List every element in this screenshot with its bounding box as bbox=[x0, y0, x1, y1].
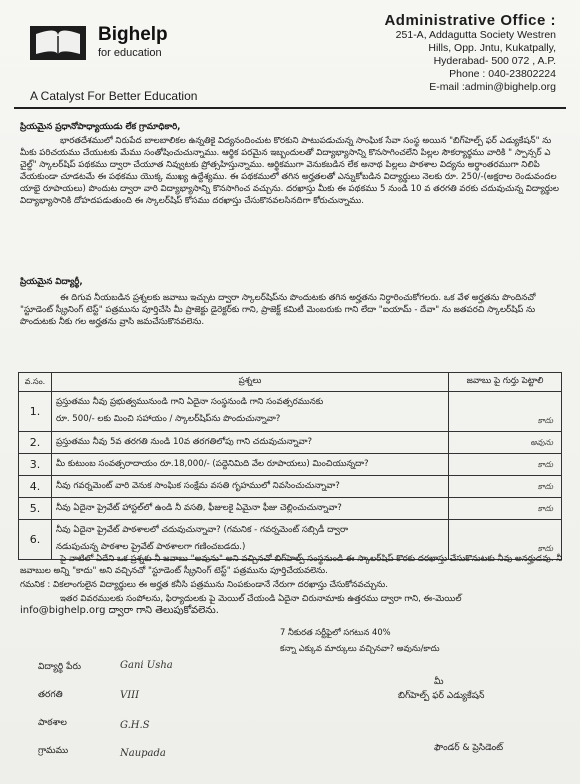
office-line: Phone : 040-23802224 bbox=[449, 68, 556, 80]
sign-org: బిగ్‌హెల్ప్ ఫర్ ఎడ్యుకేషన్ bbox=[398, 691, 485, 701]
answer-cell bbox=[449, 432, 562, 454]
brand-name: Bighelp bbox=[98, 24, 168, 45]
contact-email-line bbox=[20, 605, 566, 617]
sign-title: ఫౌండర్ & ప్రెసిడెంట్ bbox=[434, 743, 504, 753]
eligibility-table bbox=[18, 372, 562, 560]
table-row bbox=[19, 392, 562, 432]
contact-paragraph: ఇతర వివరములకు సంపోలను, ఫిర్యాదులకు పై మెయిల్ చేయండి ఏదైనా చిరునామాకు ఉత్తరము ద్వారా గాని, ఈ-మెయిల్ bbox=[60, 594, 462, 604]
brand-sub: for education bbox=[98, 47, 162, 59]
office-address bbox=[384, 14, 556, 94]
answer-mark: కాదు bbox=[537, 544, 553, 553]
question-text: నీవు ఏదైనా ప్రైవేట్ హాస్టల్‌లో ఉండి నీ వసతి, ఫీజులకై ఏమైనా ఫీజు చెల్లించుచున్నావా? bbox=[52, 498, 449, 520]
eligibility-paragraph: పై వాటిలో ఏదేని ఒక ప్రశ్నకు నీ జవాబు "అవును" అని వచ్చినచో బిగ్‌హెల్ప్ సంస్థనుండి ఈ స్కాలర్‌షిప్ కొరకు దరఖాస్తు చేసుకొనుటకు నీవు అనర్హుడవు. నీ జవాబుల అన్ని "కాదు" అని వచ్చినచో "స్టూడెంట్ స్క్రీనింగ్ టెస్ట్" పత్రమును పూర్తిచేయవలెను. bbox=[20, 554, 563, 576]
school-value: G.H.S bbox=[120, 720, 150, 731]
marks-question bbox=[280, 626, 560, 654]
answer-mark: కాదు bbox=[537, 504, 553, 513]
col-header-answer: జవాబు పై గుర్తు పెట్టాలి bbox=[449, 373, 562, 392]
office-title: Administrative Office : bbox=[384, 12, 556, 29]
name-value: Gani Usha bbox=[120, 660, 173, 671]
answer-mark: కాదు bbox=[537, 482, 553, 491]
question-text: మీ కుటుంబ సంవత్సరాదాయం రూ.18,000/- (పద్దెనిమిది వేల రూపాయలు) మించియున్నదా? bbox=[52, 454, 449, 476]
student-salutation: ప్రియమైన విద్యార్థీ, bbox=[20, 277, 83, 287]
question-text bbox=[52, 392, 449, 432]
question-line: ప్రస్తుతము నీవు ప్రభుత్వమునుండి గాని ఏదైనా సంస్థనుండి గాని సంవత్సరమునకు bbox=[56, 397, 324, 407]
book-logo-icon bbox=[28, 22, 88, 62]
question-text: ప్రస్తుతము నీవు 5వ తరగతి నుండి 10వ తరగతిలోపు గాని చదువుచున్నావా? bbox=[52, 432, 449, 454]
marks-note: 7 నీకురత సర్టీఫైలో సగటున 40% bbox=[280, 627, 391, 637]
tagline: A Catalyst For Better Education bbox=[30, 89, 198, 103]
disability-note: గమనిక : వికలాంగులైన విద్యార్థులు ఈ అర్హత కనీసి పత్రమును నింపకుండానే నేరుగా దరఖాస్తు చేసుకోనవచ్చును. bbox=[20, 580, 389, 590]
school-label: పాఠశాల bbox=[38, 718, 67, 728]
answer-mark: కాదు bbox=[537, 460, 553, 469]
answer-cell bbox=[449, 476, 562, 498]
instruction-paragraph: ఈ దిగువ నీయబడిన ప్రశ్నలకు జవాబు ఇచ్చుట ద్వారా స్కాలర్‌షిప్‌ను పొందుటకు తగిన అర్హతను నిర్ధారించుకోగలరు. ఒక వేళ అర్హతను పొందినచో "స్టూడెంట్ స్క్రీనింగ్ టెస్ట్" పత్రమును పూర్తిచేసి మీ ప్రాజెక్టు డైరెక్టర్‌కు గాని, ప్రాజెక్ట్ కమిటీ మెంబరుకు గాని లేదా "ఐయామ్ - దేవా" ను జతపరచి స్కాలర్‌షిప్ ను పొందుటకు నీకు గల అర్హతను వ్రాసి జమచేసుకొనవలెను. bbox=[20, 293, 536, 327]
brand bbox=[98, 24, 168, 59]
question-number: 4. bbox=[19, 476, 52, 498]
answer-mark: అవును bbox=[530, 438, 553, 447]
village-label: గ్రామము bbox=[38, 746, 69, 756]
marks-note-2: కన్నా ఎక్కువ మార్కులు వచ్చినవా? అవును/కాదు bbox=[280, 643, 440, 653]
question-number: 2. bbox=[19, 432, 52, 454]
answer-cell bbox=[449, 392, 562, 432]
office-line: E-mail :admin@bighelp.org bbox=[429, 81, 556, 93]
class-value: VIII bbox=[120, 690, 140, 701]
question-text: నీవు గవర్నమెంట్ వారి వెనుక సాంఘిక సంక్షేమ వసతి గృహములో నివసించుచున్నావా? bbox=[52, 476, 449, 498]
intro-paragraph: భారతదేశములో నిరుపేద బాలబాలికల ఉన్నతికై విద్యనందించుట కొరకుని పాటుపడుచున్న సాంఘిక సేవా సంస్థ అయిన "బిగ్‌హెల్ప్ ఫర్ ఎడ్యుకేషన్" ను మీకు పరిచయము చేయుటకు మేము సంతోషించుచున్నాము. ఆర్థిక పరమైన ఇబ్బందులతో విద్యాభ్యాసాన్ని కొనసాగించలేని పిల్లల సౌకర్యార్థము వారికి " స్పాన్సర్ ఎ చైల్డ్" స్కాలర్‌షిప్ పథకము ద్వారా చేయూత నివ్వుటకు ప్రోత్సహిస్తున్నాము. ఆర్థికముగా వెనుకబడిన లేక అనాథ పిల్లలు పాఠశాల విద్యను అర్థాంతరముగా నిలిపి వేయకుండా చూడటమే ఈ పథకము యొక్క ముఖ్య ఉద్దేశ్యము. ఈ పథకములో తగిన అర్హతలతో ఎన్నుకోబడిన విద్యార్థులు నెలకు రూ. 250/-(అక్షరాల రెండువందల యాభై రూపాయలు) పొందుట ద్వారా వారి విద్యాభ్యాసాన్ని కొనసాగించ వచ్చును. దరఖాస్తు మీకు ఈ పథకము 5 నుండి 10 వ తరగతి వరకు చదువుచున్న విద్యార్థుల విద్యాభ్యాసానికి దోహదపడుతుంది ఈ స్కాలర్‌షిప్ కోసము దరఖాస్తు చేసుకొనవలసినదిగా కోరుచున్నాము. bbox=[20, 136, 559, 206]
answer-cell bbox=[449, 454, 562, 476]
salutation: ప్రియమైన ప్రధానోపాధ్యాయుడు లేక గ్రామాధికారి, bbox=[20, 122, 181, 132]
office-line: Hyderabad- 500 072 , A.P. bbox=[433, 55, 556, 67]
table-row bbox=[19, 454, 562, 476]
office-line: Hills, Opp. Jntu, Kukatpally, bbox=[428, 42, 556, 54]
question-line: నీవు ఏదైనా ప్రైవేట్ పాఠశాలలో చదువుచున్నావా? (గమనిక - గవర్నమెంట్ సబ్సిడీ ద్వారా bbox=[56, 525, 349, 535]
question-number: 1. bbox=[19, 392, 52, 432]
village-value: Naupada bbox=[120, 748, 166, 759]
answer-cell bbox=[449, 498, 562, 520]
question-number: 3. bbox=[19, 454, 52, 476]
name-label: విద్యార్థి పేరు bbox=[38, 662, 81, 672]
question-line: నడుపుచున్న పాఠశాల ప్రైవేట్ పాఠశాలగా గణించబడదు.) bbox=[56, 542, 246, 552]
question-number: 6. bbox=[19, 520, 52, 560]
answer-mark: కాదు bbox=[537, 416, 553, 425]
question-line: రూ. 500/- లకు మించి సహాయం / స్కాలర్‌షిప్‌ను పొందుచున్నావా? bbox=[56, 414, 281, 424]
table-row bbox=[19, 498, 562, 520]
col-header-questions: ప్రశ్నలు bbox=[52, 373, 449, 392]
table-row bbox=[19, 432, 562, 454]
office-line: 251-A, Addagutta Society Westren bbox=[395, 29, 556, 41]
sign-mark: మీ bbox=[434, 677, 444, 687]
contact-email: info@bighelp.org ద్వారా గాని తెలుపుకోవలెను. bbox=[20, 605, 219, 616]
table-row bbox=[19, 476, 562, 498]
col-header-no: వ.సం. bbox=[19, 373, 52, 392]
header-divider bbox=[14, 107, 566, 109]
question-number: 5. bbox=[19, 498, 52, 520]
class-label: తరగతి bbox=[38, 690, 63, 700]
table-header-row bbox=[19, 373, 562, 392]
